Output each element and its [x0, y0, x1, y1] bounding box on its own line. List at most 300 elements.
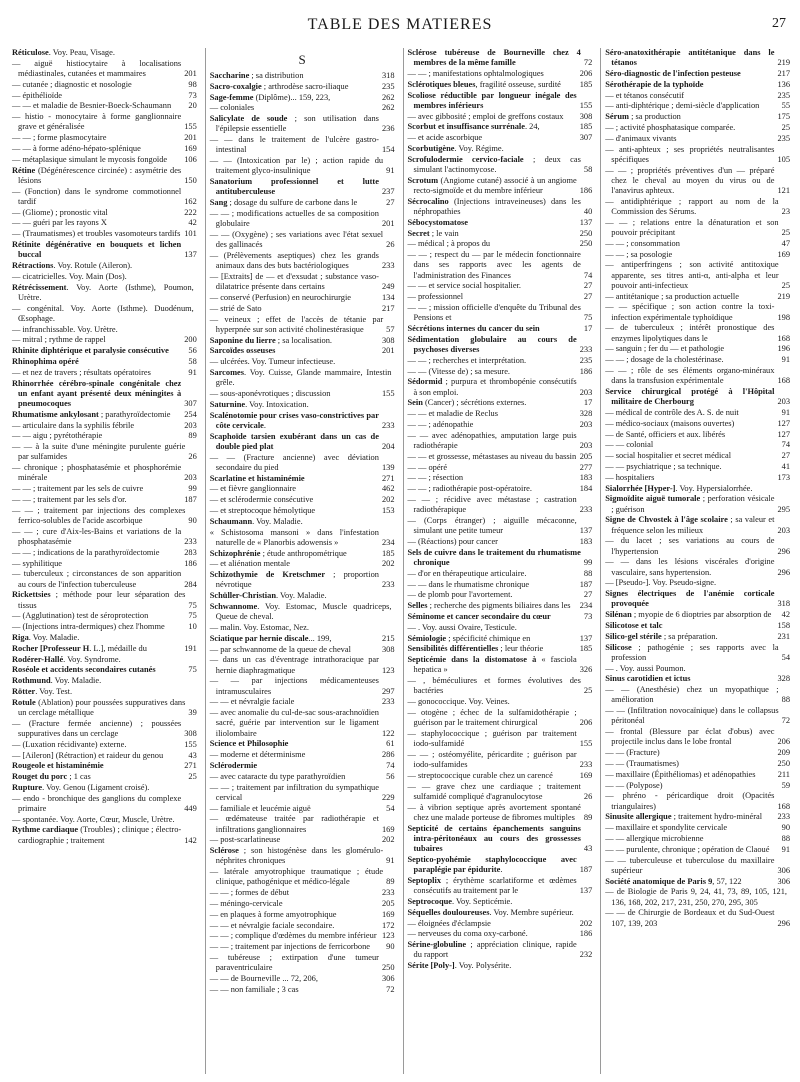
index-entry-pages: 183 — [579, 473, 593, 483]
index-entry-text: — — de Chirurgie de Bordeaux et du Sud-Ouest 107, 139, 203 — [605, 908, 775, 928]
index-entry-pages: 168 — [777, 376, 790, 386]
index-entry — [408, 69, 593, 79]
index-entry-text: Sarcoïdes osseuses — [209, 346, 276, 356]
index-entry — [12, 772, 197, 782]
index-entry-pages: 235 — [579, 355, 593, 365]
index-entry-pages: 59 — [781, 780, 790, 790]
index-entry — [12, 261, 197, 271]
index-entry — [408, 197, 593, 217]
index-entry — [605, 91, 790, 101]
index-entry-pages: 233 — [381, 261, 395, 271]
index-entry-text: Schizothymie de Kretschmer ; proportion névrotique — [209, 570, 379, 590]
index-entry-pages: 47 — [781, 238, 790, 248]
index-entry — [408, 250, 593, 281]
index-entry — [210, 591, 395, 601]
index-entry — [408, 803, 593, 823]
index-entry-pages: 137 — [184, 250, 197, 260]
index-entry — [210, 411, 395, 431]
index-entry-pages: 105 — [777, 154, 790, 164]
index-entry-text: — [Extraits] de — et d'exsudat ; substance vaso-dilatatrice présente dans certains — [209, 271, 379, 292]
index-entry-text: — — ; rôle de ses éléments organo-minéraux dans la transfusion expérimentale — [605, 365, 775, 386]
index-entry-text: — — dans le rhumatisme chronique — [407, 579, 530, 589]
index-entry-pages: 27 — [583, 281, 593, 291]
index-entry-text: — (Traumatismes) et troubles vasomoteurs tardifs — [12, 229, 181, 239]
index-entry — [605, 473, 790, 483]
index-entry-pages: 202 — [579, 918, 593, 928]
index-entry — [408, 612, 593, 622]
index-entry-pages: 196 — [777, 344, 790, 354]
index-entry-text: — maxillaire (Épithéliomas) et adénopathies — [605, 769, 756, 779]
index-entry — [605, 292, 790, 302]
index-entry-pages: 202 — [381, 495, 395, 505]
index-entry-pages: 91 — [386, 166, 395, 176]
index-columns — [8, 48, 794, 1074]
index-entry — [408, 676, 593, 696]
index-entry-text: « Schistosoma mansoni » dans l'infestation naturelle de « Planorbis adowensis » — [209, 527, 379, 547]
index-entry-text: Sédimentation globulaire au cours de psychoses diverses — [407, 334, 577, 354]
index-column-4 — [600, 48, 794, 1074]
index-entry — [12, 91, 197, 101]
index-entry-text: Scaphoïde tarsien exubérant dans un cas de double pied plat — [209, 431, 379, 451]
index-entry-text: — — ; forme plasmocytaire — [12, 133, 107, 143]
index-entry-pages: 284 — [184, 579, 197, 589]
index-entry-text: Scorbutigène. Voy. Régime. — [407, 143, 504, 153]
index-entry-text: Sels de cuivre dans le traitement du rhumatisme chronique — [407, 547, 581, 567]
page-number: 27 — [772, 16, 786, 31]
index-entry-pages: 234 — [579, 601, 593, 611]
index-entry-pages: 296 — [777, 918, 790, 928]
index-entry — [12, 676, 197, 686]
index-entry-text: — — spécifique ; son action contre la toxi-infection expérimentale typhoïdique — [605, 302, 775, 322]
index-entry — [12, 283, 197, 303]
index-entry — [210, 931, 395, 941]
index-entry — [210, 985, 395, 995]
index-entry-text: — anti-diphtérique ; demi-siècle d'application — [605, 101, 760, 111]
index-entry — [408, 112, 593, 122]
index-entry — [210, 71, 395, 81]
index-entry-text: — — ; traitement par les sels de cuivre — [12, 484, 144, 494]
index-entry-text: Schaumann. Voy. Maladie. — [209, 516, 303, 526]
index-entry-text: — frontal (Blessure par éclat d'obus) avec projectile inclus dans le lobe frontal — [605, 727, 775, 747]
index-entry-text: Rétractions. Voy. Rotule (Aileron). — [12, 260, 133, 270]
index-entry — [12, 761, 197, 771]
index-entry-pages: 237 — [381, 187, 395, 197]
index-entry-text: — post-scarlatineuse — [209, 835, 281, 845]
index-entry-text: — — (Intoxication par le) ; action rapide du traitement glyco-insulinique — [209, 156, 384, 176]
index-entry — [605, 643, 790, 663]
index-entry — [408, 367, 593, 377]
index-entry-pages: 91 — [386, 856, 395, 866]
index-entry-pages: 139 — [381, 462, 395, 472]
index-entry-pages: 191 — [184, 643, 197, 653]
index-entry-pages: 201 — [184, 133, 197, 143]
index-entry-text: Selles ; recherche des pigments biliaires dans les — [407, 601, 571, 611]
index-entry — [408, 655, 593, 675]
index-entry-text: Silicotose et talc — [605, 620, 663, 630]
index-entry — [12, 368, 197, 378]
index-entry — [408, 80, 593, 90]
index-entry-text: — — ; indications de la parathyroïdectomie — [12, 547, 160, 557]
index-entry — [408, 940, 593, 960]
index-entry — [605, 112, 790, 122]
index-entry — [12, 463, 197, 483]
index-entry-text: — de Biologie de Paris 9, 24, 41, 73, 89, 105, 121, 136, 168, 202, 217, 231, 250, 270, 295, 305 — [605, 887, 787, 907]
index-entry-text: — — ; traitement par injections des complexes ferrico-solubles de l'acide ascorbique — [12, 505, 186, 525]
index-entry-text: Sclérodermie — [209, 760, 258, 770]
index-entry — [210, 209, 395, 229]
index-entry — [210, 634, 395, 644]
index-entry-text: — staphylococcique ; guérison par traitement iodo-sulfamidé — [407, 728, 577, 749]
index-entry-text: — d'or en thérapeutique articulaire. — [407, 568, 527, 578]
index-entry-text: Rétine (Dégénérescence circinée) : asymétrie des lésions — [12, 165, 182, 185]
index-entry-pages: 306 — [381, 973, 395, 983]
index-entry-pages: 90 — [188, 515, 197, 525]
index-entry-text: Secret ; le vain — [407, 228, 459, 238]
index-entry — [210, 103, 395, 113]
index-entry — [408, 590, 593, 600]
index-entry-pages: 233 — [381, 888, 395, 898]
index-entry — [605, 430, 790, 440]
index-entry-pages: 40 — [583, 206, 593, 216]
index-entry-pages: 43 — [188, 750, 197, 760]
index-entry — [210, 623, 395, 633]
index-entry — [12, 687, 197, 697]
index-entry-text: Silico-gel stérile ; sa préparation. — [605, 631, 718, 641]
index-entry-text: — [Pseudo-]. Voy. Pseudo-signe. — [605, 578, 717, 588]
index-entry-text: — d'animaux vivants — [605, 133, 677, 143]
index-entry — [210, 708, 395, 739]
index-entry — [210, 453, 395, 473]
index-entry — [605, 781, 790, 791]
index-entry-pages: 88 — [781, 695, 790, 705]
index-entry-text: — — colonial — [605, 440, 654, 450]
index-entry-pages: 307 — [184, 398, 197, 408]
index-entry-pages: 203 — [184, 420, 197, 430]
index-entry-pages: 72 — [781, 716, 790, 726]
index-entry-text: — nerveuses du coma oxy-carboné. — [407, 929, 528, 939]
index-entry-pages: 155 — [579, 100, 593, 110]
index-entry-pages: 217 — [381, 303, 395, 313]
index-entry — [408, 771, 593, 781]
index-entry-pages: 202 — [381, 835, 395, 845]
index-entry-pages: 75 — [188, 600, 197, 610]
index-entry-text: — — ; consommation — [605, 238, 680, 248]
index-entry — [605, 123, 790, 133]
index-entry — [605, 462, 790, 472]
index-entry — [210, 899, 395, 909]
index-entry — [210, 559, 395, 569]
index-entry-text: — — psychiatrique ; sa technique. — [605, 461, 722, 471]
index-entry — [12, 410, 197, 420]
index-entry-text: — antitétanique ; sa production actuelle — [605, 291, 739, 301]
index-entry-text: — — et grossesse, métastases au niveau du bassin — [407, 451, 577, 461]
index-entry-text: — — aigu ; pyrétothérapie — [12, 431, 103, 441]
index-entry — [605, 887, 790, 907]
index-entry-pages: 236 — [381, 124, 395, 134]
index-entry — [408, 750, 593, 770]
index-entry-pages: 25 — [781, 122, 790, 132]
index-entry — [12, 80, 197, 90]
index-entry — [408, 133, 593, 143]
index-entry-text: Scrotum (Angiome cutané) associé à un angiome recto-sigmoïde et du membre inférieur — [407, 175, 577, 195]
index-entry — [605, 845, 790, 855]
index-entry-pages: 74 — [386, 760, 395, 770]
index-entry — [408, 929, 593, 939]
index-entry — [210, 93, 395, 103]
index-entry — [210, 198, 395, 208]
index-entry-pages: 90 — [781, 823, 790, 833]
index-entry — [605, 366, 790, 386]
index-entry — [12, 559, 197, 569]
index-entry-pages: 150 — [184, 175, 197, 185]
index-entry-text: Septoplix ; érythème scarlatiforme et œdèmes consécutifs au traitement par le — [407, 875, 577, 896]
index-entry-text: Séquelles douloureuses. Voy. Membre supérieur. — [407, 907, 574, 917]
index-entry — [408, 623, 593, 633]
index-entry — [12, 335, 197, 345]
index-entry-pages: 42 — [188, 218, 197, 228]
index-entry — [408, 855, 593, 875]
index-entry — [210, 655, 395, 675]
index-entry-pages: 27 — [781, 451, 790, 461]
index-entry-pages: 234 — [381, 537, 395, 547]
index-entry-text: — infranchissable. Voy. Urètre. — [12, 324, 118, 334]
index-entry — [605, 578, 790, 588]
index-column-2 — [205, 48, 399, 1074]
index-entry-text: Silénan ; myopie de 6 dioptries par absorption de — [605, 610, 772, 620]
index-entry-pages: 203 — [777, 525, 790, 535]
index-entry-pages: 262 — [381, 103, 395, 113]
index-entry — [12, 48, 197, 58]
index-entry-text: — méningo-cervicale — [209, 898, 283, 908]
index-entry-pages: 318 — [777, 599, 790, 609]
index-entry-pages: 205 — [579, 451, 593, 461]
index-entry — [12, 484, 197, 494]
index-entry-text: Septicémie dans la distomatose à « fasciola hepatica » — [407, 655, 577, 675]
index-entry — [210, 739, 395, 749]
index-entry — [408, 473, 593, 483]
index-entry-pages: 235 — [777, 133, 790, 143]
index-entry-text: — épithélioïde — [12, 90, 63, 100]
index-entry-pages: 89 — [583, 812, 593, 822]
index-entry-pages: 122 — [381, 728, 395, 738]
index-entry-pages: 134 — [381, 292, 395, 302]
index-entry-pages: 187 — [579, 579, 593, 589]
index-entry — [210, 315, 395, 335]
index-entry-text: — médical de contrôle des A. S. de nuit — [605, 407, 739, 417]
index-entry — [210, 357, 395, 367]
index-entry-text: Rötter. Voy. Test. — [12, 686, 73, 696]
index-entry — [408, 431, 593, 451]
index-entry-pages: 17 — [583, 398, 593, 408]
index-entry — [12, 527, 197, 547]
index-entry — [210, 251, 395, 271]
index-entry-pages: 286 — [381, 750, 395, 760]
index-entry-text: — en plaques à forme amyotrophique — [209, 909, 337, 919]
index-entry-text: — (Corps étranger) ; aiguille mécaconne, simulant une petite tumeur — [407, 515, 577, 536]
index-entry-text: — strié de Sato — [209, 303, 262, 313]
index-entry-text: — [Aileron] (Rétraction) et raideur du genou — [12, 750, 164, 760]
index-entry-text: — latérale amyotrophique traumatique ; étude clinique, pathogénique et médico-légale — [209, 867, 384, 887]
index-entry — [605, 727, 790, 747]
index-entry-pages: 75 — [188, 611, 197, 621]
index-entry-text: Saturnine. Voy. Intoxication. — [209, 399, 309, 409]
index-entry — [408, 292, 593, 302]
index-entry — [408, 569, 593, 579]
index-entry — [605, 69, 790, 79]
index-entry — [12, 421, 197, 431]
index-entry-pages: 155 — [184, 739, 197, 749]
index-entry — [210, 761, 395, 771]
index-entry — [408, 452, 593, 462]
index-entry-pages: 72 — [583, 58, 593, 68]
index-entry-text: — — et névralgie faciale — [209, 697, 295, 707]
index-entry-text: Réticulose. Voy. Peau, Visage. — [12, 48, 115, 57]
index-entry-text: — professionnel — [407, 292, 464, 302]
index-entry-pages: 23 — [781, 206, 790, 216]
index-entry — [605, 218, 790, 238]
index-entry-pages: 206 — [579, 69, 593, 78]
index-entry — [210, 368, 395, 388]
index-entry-text: Scorbut et insuffisance surrénale. 24, — [407, 122, 540, 132]
index-entry-text: — — ; mission officielle d'enquête du Tribunal des Pensions et — [407, 302, 581, 323]
index-entry-pages: 91 — [781, 355, 790, 365]
index-entry-text: Sclérose ; son histogénèse dans les glomérulo-néphrites chroniques — [209, 846, 384, 866]
index-entry-text: — — purulente, chronique ; opération de Claoué — [605, 844, 770, 854]
index-entry — [408, 48, 593, 68]
index-entry-text: — avec gibbosité ; emploi de greffons costaux — [407, 111, 564, 121]
index-entry — [605, 770, 790, 780]
index-entry — [605, 632, 790, 642]
index-entry — [12, 112, 197, 132]
index-entry-text: — otogène ; échec de la sulfamidothérapie ; guérison par le traitement chirurgical — [407, 707, 577, 728]
index-entry-pages: 209 — [777, 748, 790, 758]
index-entry-text: Séminome et cancer secondaire du cœur — [407, 611, 551, 621]
index-entry-text: — — ; complique d'œdèmes du membre inférieur — [209, 931, 377, 941]
index-entry-text: — — de Bourneville ... 72, 206, — [209, 973, 318, 983]
index-entry — [12, 155, 197, 165]
index-entry — [605, 515, 790, 535]
index-entry — [210, 400, 395, 410]
index-entry — [408, 239, 593, 249]
index-entry-text: Sciatique par hernie discale... 199, — [209, 633, 332, 643]
index-entry — [408, 876, 593, 896]
index-entry-pages: 233 — [381, 580, 395, 590]
index-entry-text: — cicatricielles. Voy. Main (Dos). — [12, 271, 127, 281]
index-entry-text: — médical ; à propos du — [407, 239, 491, 249]
index-entry-text: Sacro-coxalgie ; arthrodèse sacro-iliaque — [209, 81, 349, 91]
index-entry-text: Sinusite allergique ; traitement hydro-minéral — [605, 812, 763, 822]
index-entry-text: Rétrécissement. Voy. Aorte (Isthme), Poumon, Urètre. — [12, 282, 194, 302]
index-entry-pages: 73 — [583, 611, 593, 621]
index-entry — [210, 697, 395, 707]
index-entry-pages: 61 — [386, 739, 395, 749]
index-entry-text: Sigmoïdite aiguë tumorale ; perforation vésicale ; guérison — [605, 494, 775, 514]
index-entry-text: — de tuberculeux ; intérêt pronostique des enzymes lipolytiques dans le — [605, 323, 775, 343]
index-entry-text: Scalénotomie pour crises vaso-constrictives par côte cervicale. — [209, 410, 379, 430]
index-entry-text: — à vibrion septique après avortement spontané chez une malade porteuse de fibromes multiples — [407, 802, 581, 822]
index-entry-pages: 26 — [583, 791, 593, 801]
index-entry-pages: 175 — [777, 112, 790, 122]
index-entry — [12, 751, 197, 761]
index-entry-pages: 154 — [381, 145, 395, 155]
index-entry-pages: 198 — [777, 312, 790, 322]
index-entry-pages: 25 — [781, 227, 790, 237]
index-entry-text: — — (Polypose) — [605, 780, 663, 790]
index-entry-text: — et aliénation mentale — [209, 559, 290, 569]
index-entry-pages: 462 — [381, 484, 395, 494]
index-entry — [408, 580, 593, 590]
index-entry-pages: 250 — [777, 758, 790, 768]
index-entry — [408, 324, 593, 334]
index-entry-text: — — ; radiothérapie post-opératoire. — [407, 484, 532, 494]
index-entry-pages: 55 — [781, 101, 790, 111]
index-entry-text: — — grave chez une cardiaque ; traitement sulfamidé compliqué d'agranulocytose — [407, 781, 581, 801]
index-entry — [605, 260, 790, 291]
index-entry — [12, 208, 197, 218]
index-entry-pages: 219 — [777, 58, 790, 68]
index-entry — [210, 484, 395, 494]
index-entry-pages: 27 — [583, 590, 593, 600]
index-entry-pages: 306 — [777, 865, 790, 875]
index-entry-text: Septicité de certains épanchements sanguins intra-péritonéaux au cours des grossesses tubaires — [407, 823, 581, 854]
index-entry-text: Sanatorium professionnel et lutte antituberculeuse — [209, 177, 379, 197]
index-entry-pages: 232 — [579, 950, 593, 960]
index-entry-text: — — ; manifestations ophtalmologiques — [407, 69, 544, 78]
index-entry — [210, 942, 395, 952]
index-entry — [210, 346, 395, 356]
index-entry-text: Sarcomes. Voy. Cuisse, Glande mammaire, Intestin grêle. — [209, 367, 392, 388]
index-entry-pages: 10 — [188, 622, 197, 632]
index-entry — [605, 856, 790, 876]
index-entry-text: — — ; ostéomyélite, péricardite ; guérison par iodo-sulfamides — [407, 749, 577, 770]
index-entry-text: — du lacet ; ses variations au cours de l'hypertension — [605, 536, 775, 556]
index-entry-text: Rocher [Professeur H. L.], médaille du — [12, 643, 147, 653]
index-entry-text: Rothmund. Voy. Maladie. — [12, 676, 102, 686]
index-entry — [12, 611, 197, 621]
index-entry — [408, 303, 593, 323]
index-entry-pages: 74 — [583, 270, 593, 280]
index-entry-pages: 173 — [777, 472, 790, 482]
index-entry-text: Silicose ; pathogénie ; ses rapports avec la profession — [605, 642, 779, 662]
index-entry — [210, 804, 395, 814]
index-entry-text: — (Injections intra-dermiques) chez l'homme — [12, 622, 165, 632]
index-entry — [408, 782, 593, 802]
index-entry-text: — — tuberculeuse et tuberculose du maxillaire supérieur — [605, 855, 775, 875]
index-entry-text: — de Santé, officiers et aux. libérés — [605, 429, 726, 439]
index-entry-pages: 57 — [386, 324, 395, 334]
index-entry — [12, 622, 197, 632]
index-entry-pages: 271 — [184, 761, 197, 771]
index-entry-pages: 88 — [781, 833, 790, 843]
index-entry-text: Septrocoque. Voy. Septicémie. — [407, 896, 513, 906]
index-entry-pages: 162 — [184, 196, 197, 206]
index-entry-text: — — ; récidive avec métastase ; castration radiothérapique — [407, 494, 577, 515]
index-entry — [408, 484, 593, 494]
index-entry-pages: 211 — [777, 769, 790, 779]
index-entry — [210, 846, 395, 866]
index-entry-text: Schwannome. Voy. Estomac, Muscle quadriceps, Queue de cheval. — [209, 601, 392, 622]
index-entry-pages: 187 — [184, 494, 197, 504]
index-entry — [210, 676, 395, 696]
index-entry-text: — ; activité phosphatasique comparée. — [605, 122, 736, 132]
index-entry-pages: 308 — [579, 111, 593, 121]
index-entry-pages: 137 — [579, 526, 593, 536]
index-entry-pages: 250 — [579, 239, 593, 249]
index-entry-pages: 54 — [781, 652, 790, 662]
index-entry — [12, 101, 197, 111]
index-entry-text: — mitral ; rythme de rappel — [12, 335, 106, 345]
index-entry-text: Rodérer-Hallé. Voy. Syndrome. — [12, 654, 121, 664]
